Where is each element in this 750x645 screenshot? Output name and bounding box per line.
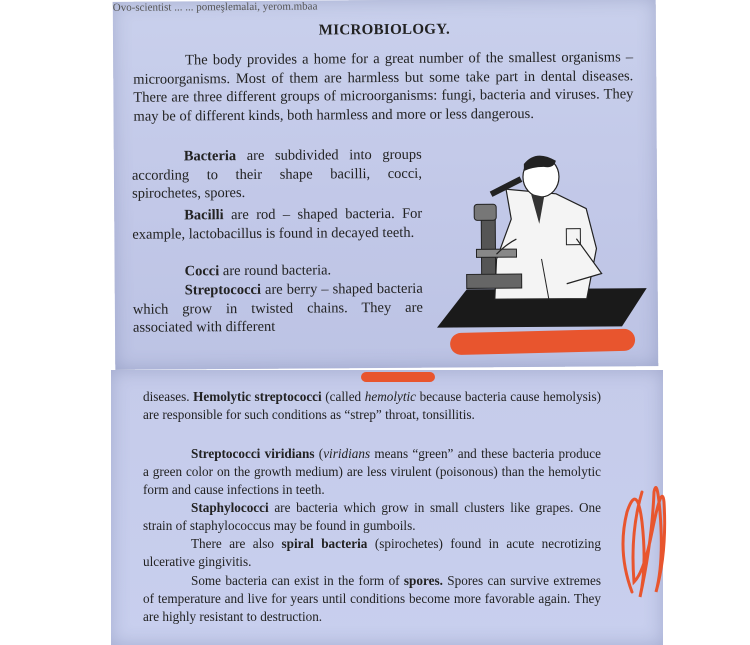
bacteria-paragraph	[132, 146, 422, 204]
spiral-lead: There are also	[191, 536, 282, 551]
spores-lead: Some bacteria can exist in the form of	[191, 573, 404, 588]
redaction-mark-top	[450, 329, 635, 356]
viridians-paragraph	[143, 445, 601, 500]
intro-paragraph: The body provides a home for a great number of the smallest organisms – microorganisms. Most of them are harmless but some take part in dental diseases. There are three different groups of microorganisms: fungi, bacteria and viruses. They may be of different kinds, both harmless and more or less dangerous.	[133, 49, 634, 125]
staphylococci-text: are bacteria which grow in small clusters like grapes. One strain of staphylococcus may be found in gumboils.	[143, 500, 601, 534]
bacilli-paragraph	[132, 205, 422, 244]
viridians-term: Streptococci viridians	[191, 446, 315, 461]
redaction-mark-bottom	[361, 372, 435, 382]
bacilli-text: are rod – shaped bacteria. For example, lactobacillus is found in decayed teeth.	[132, 205, 423, 243]
staphylococci-term: Staphylococci	[191, 500, 269, 515]
streptococci-text: are berry – shaped bacteria which grow in twisted chains. They are associated with different	[132, 280, 423, 336]
streptococci-paragraph	[133, 280, 423, 338]
spores-text: Spores can survive extremes of temperature and live for years until conditions become more favorable again. They are highly resistant to destruction.	[143, 573, 601, 625]
streptococci-term: Streptococci	[184, 281, 262, 299]
spores-paragraph	[143, 572, 601, 627]
bacteria-term: Bacteria	[183, 148, 237, 165]
bacilli-term: Bacilli	[184, 207, 224, 224]
viridians-italic: viridians	[323, 446, 371, 461]
cocci-paragraph	[185, 261, 425, 281]
staphylococci-paragraph	[143, 499, 601, 535]
cocci-term: Cocci	[184, 263, 220, 280]
bottom-page	[111, 370, 663, 645]
spores-term: spores.	[403, 573, 443, 588]
scientist-microscope-illustration	[436, 148, 647, 329]
hemolytic-italic: hemolytic	[364, 389, 417, 404]
top-page	[113, 0, 659, 370]
viridians-text: means “green” and these bacteria produce a green color on the growth medium) are less virulent (poisonous) than the hemolytic form and cause infections in teeth.	[143, 446, 601, 498]
bacteria-text: are subdivided into groups according to their shape bacilli, cocci, spirochetes, spores.	[131, 146, 422, 202]
cocci-text: are round bacteria.	[219, 262, 332, 280]
viridians-mid: (	[314, 446, 324, 461]
hemolytic-text: because bacteria cause hemolysis) are responsible for such conditions as “strep” throat, tonsillitis.	[143, 389, 601, 423]
spiral-text: (spirochetes) found in acute necrotizing ulcerative gingivitis.	[143, 536, 601, 570]
hemolytic-term: Hemolytic streptococci	[193, 389, 322, 404]
spiral-paragraph	[143, 535, 601, 571]
spiral-term: spiral bacteria	[281, 536, 368, 551]
hemolytic-mid: (called	[321, 389, 365, 404]
hemolytic-paragraph	[143, 388, 601, 424]
cut-off-line: Ovo-scientist ... ... pomeşlemalai, yerom.mbaa	[112, 0, 318, 14]
hemolytic-lead: diseases.	[143, 389, 194, 404]
red-scribble-mark	[612, 472, 672, 602]
page-title: MICROBIOLOGY.	[318, 21, 451, 39]
